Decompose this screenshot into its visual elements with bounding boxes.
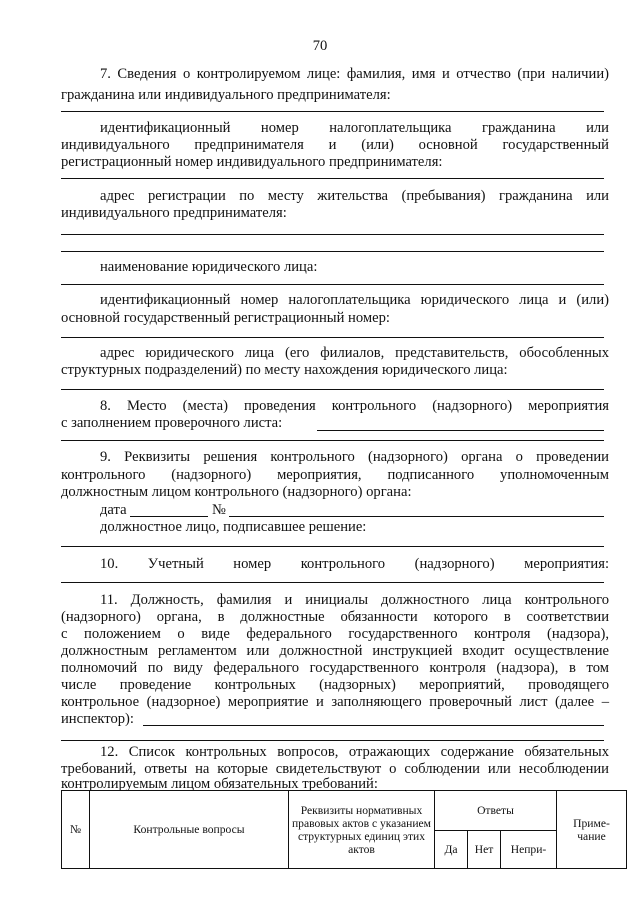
fill-line	[61, 389, 604, 390]
s7-legal-name: наименование юридического лица:	[100, 259, 318, 275]
s7-legal-address-line-1: адрес юридического лица (его филиалов, представительств, обособленных	[100, 345, 609, 361]
s7-line-2: гражданина или индивидуального предпринимателя:	[61, 87, 391, 103]
s9-line-2: контрольного (надзорного) мероприятия, подписанного уполномоченным	[61, 467, 609, 483]
s7-legal-address-line-2: структурных подразделений) по месту нахождения юридического лица:	[61, 362, 508, 378]
s11-line-8: инспектор):	[61, 711, 134, 727]
s9-date-label: дата	[100, 502, 127, 518]
fill-line	[61, 178, 604, 179]
s7-address-line-2: индивидуального предпринимателя:	[61, 205, 287, 221]
page-number: 70	[312, 38, 328, 54]
fill-line	[61, 440, 604, 441]
header-requisites: Реквизиты нормативных правовых актов с указанием структурных единиц этих актов	[289, 791, 435, 869]
s7-line-1: 7. Сведения о контролируемом лице: фамилия, имя и отчество (при наличии)	[100, 66, 609, 82]
fill-line	[61, 546, 604, 547]
header-no: Нет	[468, 831, 501, 869]
s11-line-1: 11. Должность, фамилия и инициалы должностного лица контрольного	[100, 592, 609, 608]
fill-line	[61, 582, 604, 583]
s7-inn-line-1: идентификационный номер налогоплательщика гражданина или	[100, 120, 609, 136]
s12-line-1: 12. Список контрольных вопросов, отражающих содержание обязательных	[100, 744, 609, 760]
header-note: Приме-чание	[557, 791, 627, 869]
fill-line	[61, 740, 604, 741]
s9-line-1: 9. Реквизиты решения контрольного (надзорного) органа о проведении	[100, 449, 609, 465]
s7-inn-line-2: индивидуального предпринимателя и (или) основной государственный	[61, 137, 609, 153]
s9-official: должностное лицо, подписавшее решение:	[100, 519, 367, 535]
s7-address-line-1: адрес регистрации по месту жительства (пребывания) гражданина или	[100, 188, 609, 204]
header-questions: Контрольные вопросы	[90, 791, 289, 869]
s12-line-2: требований, ответы на которые свидетельствуют о соблюдении или несоблюдении	[61, 761, 609, 777]
s8-line-1: 8. Место (места) проведения контрольного (надзорного) мероприятия	[100, 398, 609, 414]
s11-line-7: контрольное (надзорное) мероприятие и заполняющего проверочный лист (далее –	[61, 694, 609, 710]
s7-legal-inn-line-2: основной государственный регистрационный номер:	[61, 310, 390, 326]
s11-line-2: (надзорного) органа, в должностные обязанности которого в соответствии	[61, 609, 609, 625]
s11-line-4: должностным регламентом или должностной инструкцией входит осуществление	[61, 643, 609, 659]
fill-line	[61, 111, 604, 112]
s9-line-3: должностным лицом контрольного (надзорного) органа:	[61, 484, 412, 500]
checklist-table	[61, 790, 627, 869]
date-fill-line	[130, 516, 208, 517]
s12-line-3: контролируемым лицом обязательных требований:	[61, 776, 378, 792]
s8-line-2: с заполнением проверочного листа:	[61, 415, 283, 431]
fill-line	[61, 251, 604, 252]
s10-line-1: 10. Учетный номер контрольного (надзорного) мероприятия:	[100, 556, 609, 572]
header-yes: Да	[435, 831, 468, 869]
number-fill-line	[229, 516, 604, 517]
s11-line-6: числе проведение контрольных (надзорных) мероприятий, проводящего	[61, 677, 609, 693]
header-not-applicable: Непри-	[501, 831, 557, 869]
header-answers: Ответы	[435, 791, 557, 831]
fill-line	[61, 284, 604, 285]
s7-inn-line-3: регистрационный номер индивидуального предпринимателя:	[61, 154, 443, 170]
fill-line	[61, 234, 604, 235]
s11-line-5: полномочий по виду федерального государственного контроля (надзора), в том	[61, 660, 609, 676]
fill-line	[61, 337, 604, 338]
s9-number-label: №	[212, 502, 226, 518]
fill-line	[317, 430, 604, 431]
s7-legal-inn-line-1: идентификационный номер налогоплательщика юридического лица и (или)	[100, 292, 609, 308]
inspector-fill-line	[143, 725, 604, 726]
s11-line-3: с положением о виде федерального государственного контроля (надзора),	[61, 626, 609, 642]
header-number: №	[62, 791, 90, 869]
